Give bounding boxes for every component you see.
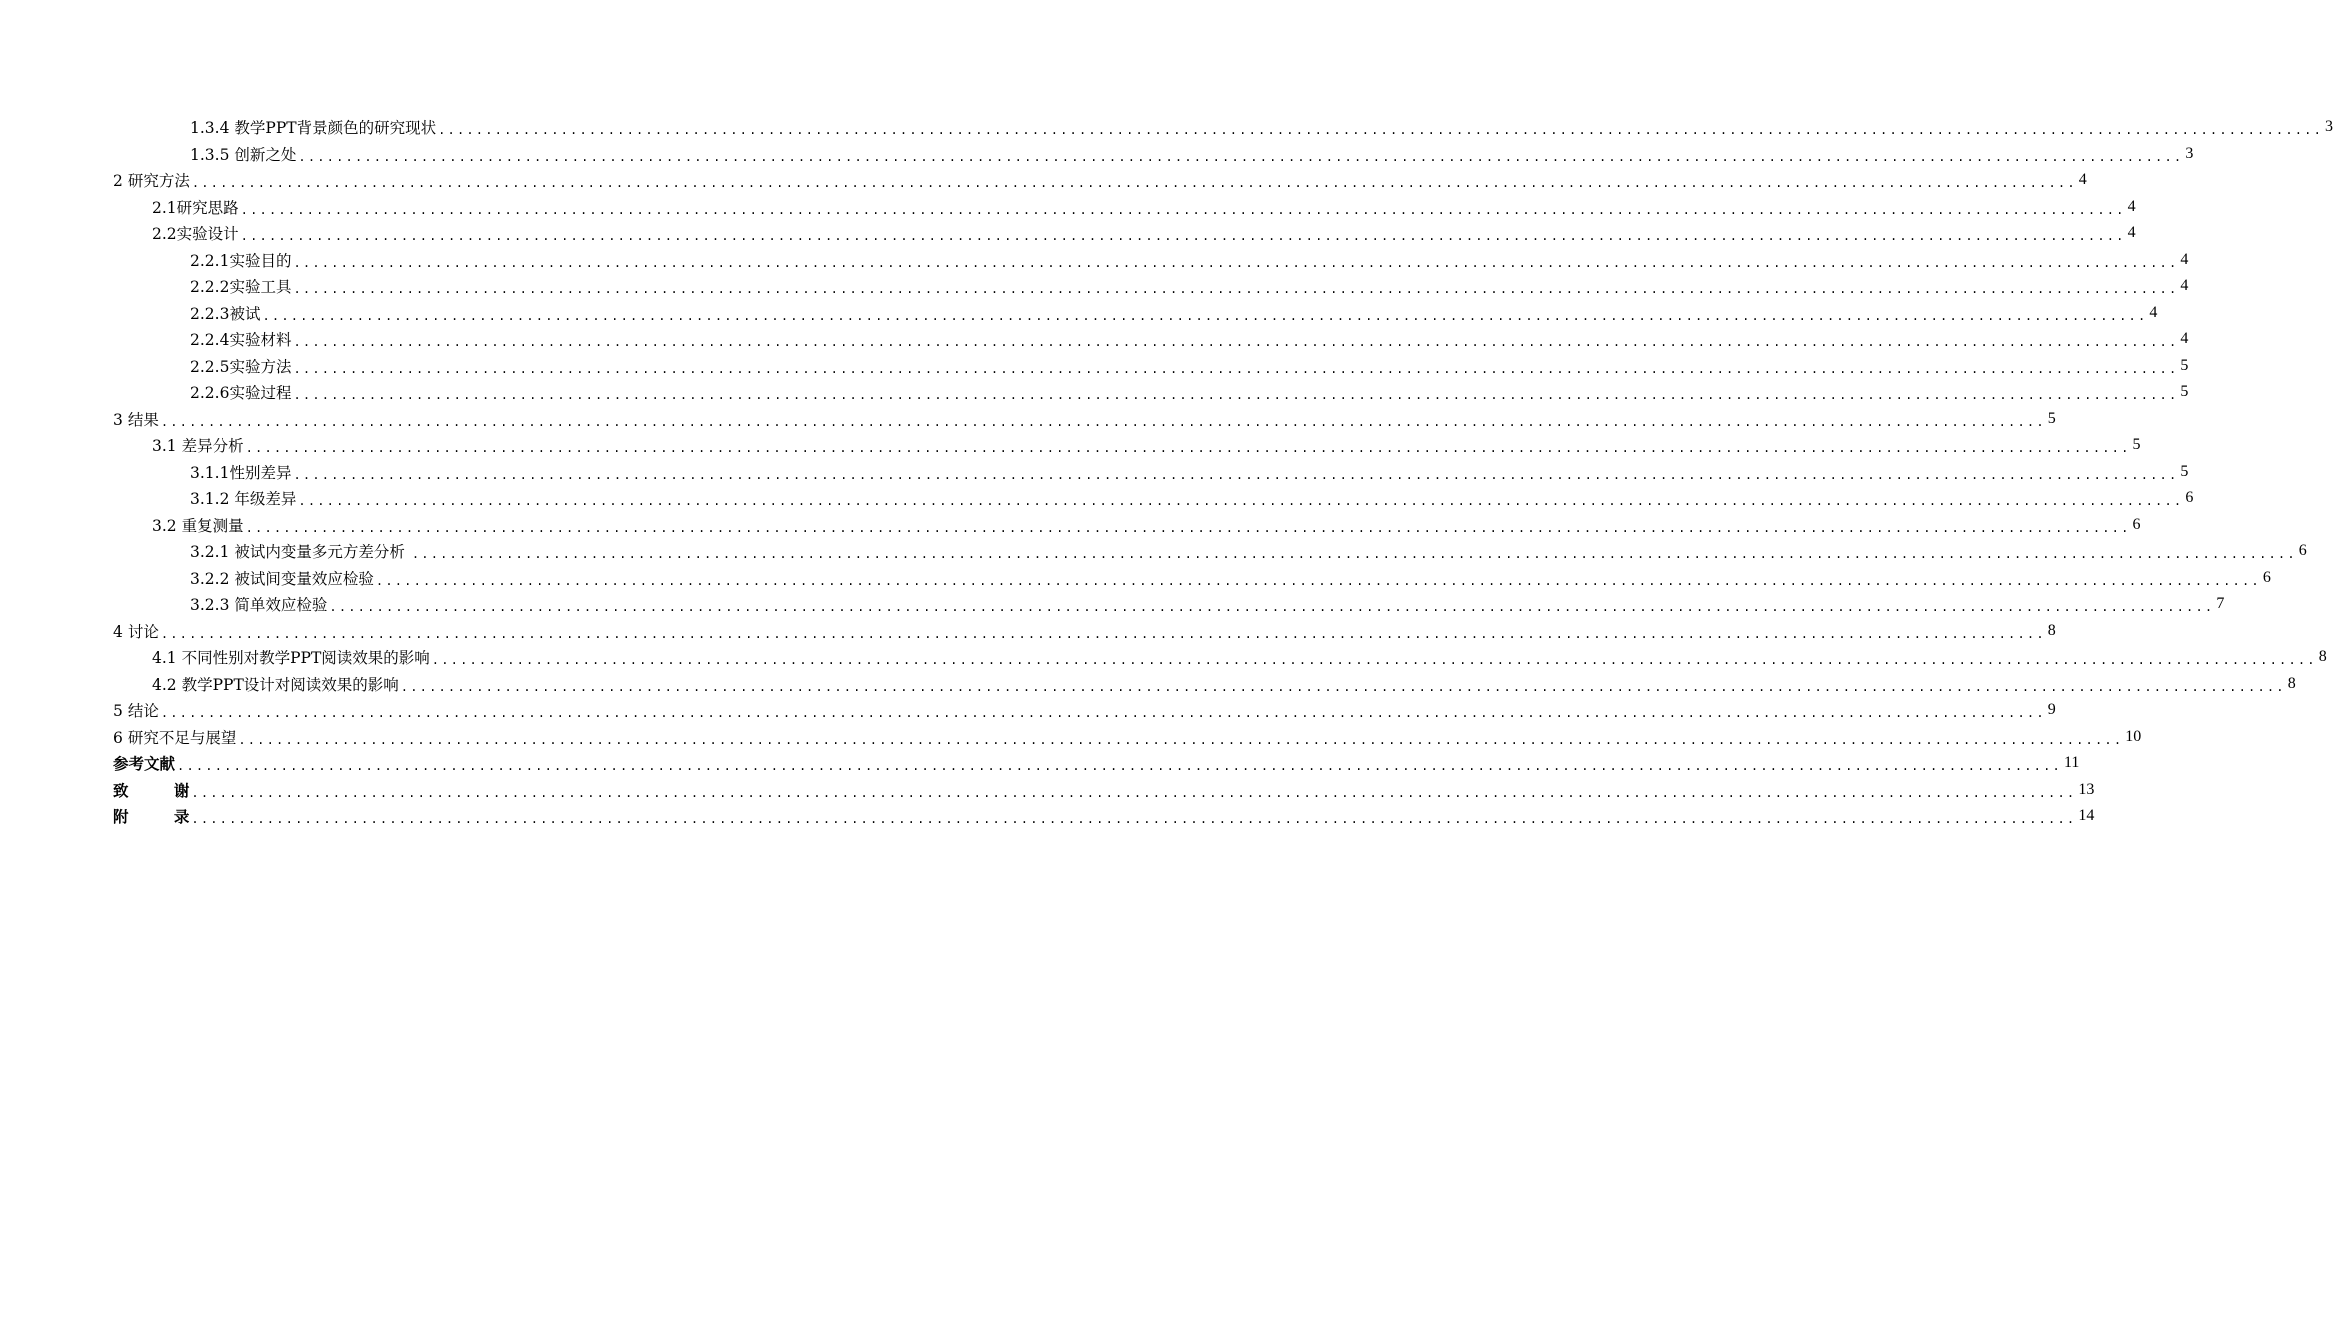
toc-page-number: 4	[2180, 250, 2189, 268]
toc-entry[interactable]	[152, 671, 2296, 697]
toc-leader: ........................................................................................................................................................................................................	[293, 255, 2179, 270]
toc-leader: ........................................................................................................................................................................................................	[411, 547, 2297, 561]
toc-entry[interactable]	[190, 591, 2225, 617]
toc-number: 3.2.3	[190, 596, 230, 614]
toc-title: 创新之处	[234, 145, 297, 164]
toc-page-number: 5	[2180, 462, 2189, 480]
toc-leader: ........................................................................................................................................................................................................	[438, 123, 2324, 137]
toc-entry[interactable]	[113, 167, 2087, 193]
toc-leader: ........................................................................................................................................................................................................	[293, 282, 2179, 296]
toc-leader: ........................................................................................................................................................................................................	[293, 388, 2179, 402]
toc-title: 参考文献	[113, 755, 176, 773]
toc-leader: ........................................................................................................................................................................................................	[400, 679, 2286, 694]
toc-number: 3.2.2	[190, 569, 230, 588]
toc-entry[interactable]	[190, 538, 2307, 564]
toc-leader: ........................................................................................................................................................................................................	[160, 626, 2046, 641]
toc-number: 5	[113, 702, 123, 720]
toc-title: 研究思路	[176, 198, 239, 217]
toc-page-number: 4	[2180, 330, 2189, 347]
toc-number: 3.1.2	[190, 490, 230, 508]
toc-entry[interactable]	[113, 618, 2056, 644]
toc-title: 研究方法	[127, 172, 190, 190]
toc-leader: ........................................................................................................................................................................................................	[160, 414, 2046, 429]
toc-page-number: 10	[2125, 727, 2142, 745]
toc-title: 实验设计	[176, 225, 239, 243]
toc-number: 2.2.1	[190, 251, 230, 270]
toc-number: 2	[113, 172, 123, 190]
toc-number: 2.2	[152, 225, 177, 243]
toc-page-number: 9	[2047, 701, 2056, 718]
toc-page-number: 14	[2078, 807, 2095, 824]
toc-number: 2.2.6	[190, 384, 230, 402]
toc-leader: ........................................................................................................................................................................................................	[298, 149, 2184, 164]
toc-entry[interactable]	[113, 777, 2095, 803]
toc-entry[interactable]	[190, 141, 2194, 167]
toc-leader: ........................................................................................................................................................................................................	[293, 361, 2179, 376]
toc-number: 4.1	[152, 649, 177, 667]
toc-number: 2.2.2	[190, 278, 230, 296]
toc-page-number: 3	[2185, 144, 2194, 162]
toc-leader: ........................................................................................................................................................................................................	[298, 494, 2184, 508]
toc-page-number: 6	[2298, 542, 2307, 559]
toc-entry[interactable]	[190, 565, 2271, 591]
toc-page-number: 4	[2078, 171, 2087, 188]
toc-number: 2.1	[152, 198, 177, 217]
toc-leader: ........................................................................................................................................................................................................	[329, 600, 2215, 614]
toc-title: 讨论	[127, 622, 159, 641]
toc-page-number: 3	[2325, 118, 2333, 135]
toc-entry[interactable]	[113, 750, 2080, 776]
toc-leader: ........................................................................................................................................................................................................	[375, 573, 2261, 588]
toc-page-number: 4	[2127, 224, 2136, 241]
toc-number: 1.3.5	[190, 145, 230, 164]
toc-entry[interactable]	[190, 273, 2189, 299]
toc-page-number: 5	[2180, 356, 2189, 374]
toc-page-number: 4	[2180, 277, 2189, 294]
toc-entry[interactable]	[152, 432, 2141, 458]
toc-title: 结果	[127, 410, 159, 429]
toc-page-number: 7	[2216, 595, 2225, 612]
toc-leader: ........................................................................................................................................................................................................	[293, 335, 2179, 349]
toc-title: 实验过程	[229, 384, 292, 402]
toc-leader: ........................................................................................................................................................................................................	[160, 706, 2046, 720]
toc-page-number: 8	[2287, 674, 2296, 692]
toc-page-number: 6	[2132, 515, 2141, 533]
toc-leader: ........................................................................................................................................................................................................	[191, 176, 2077, 190]
toc-title: 简单效应检验	[234, 596, 328, 614]
toc-title: 被试	[229, 304, 261, 323]
toc-number: 3.2	[152, 516, 177, 535]
toc-page-number: 11	[2063, 754, 2080, 771]
toc-entry[interactable]	[152, 220, 2136, 246]
toc-title: 实验方法	[229, 357, 292, 376]
toc-number: 1.3.4	[190, 119, 230, 137]
toc-entry[interactable]	[113, 724, 2142, 750]
toc-title: 年级差异	[234, 490, 297, 508]
toc-leader: ........................................................................................................................................................................................................	[240, 202, 2126, 217]
toc-entry[interactable]	[113, 406, 2056, 432]
toc-number: 3.2.1	[190, 543, 230, 561]
toc-entry[interactable]	[190, 485, 2194, 511]
toc-title: 教学PPT背景颜色的研究现状	[234, 119, 437, 137]
toc-number: 2.2.3	[190, 304, 230, 323]
toc-title: 不同性别对教学PPT阅读效果的影响	[181, 649, 430, 667]
toc-leader: ........................................................................................................................................................................................................	[262, 308, 2148, 323]
toc-title: 结论	[127, 702, 159, 720]
toc-leader: ........................................................................................................................................................................................................	[191, 785, 2077, 800]
toc-title: 差异分析	[181, 437, 244, 455]
toc-leader: ........................................................................................................................................................................................................	[245, 441, 2131, 455]
toc-leader: ........................................................................................................................................................................................................	[293, 467, 2179, 482]
toc-number: 6	[113, 728, 123, 747]
toc-entry[interactable]	[190, 326, 2189, 352]
toc-leader: ........................................................................................................................................................................................................	[238, 732, 2124, 747]
toc-page-number: 5	[2180, 383, 2189, 400]
toc-number: 4	[113, 622, 123, 641]
toc-title: 性别差异	[229, 463, 292, 482]
toc-entry[interactable]	[190, 379, 2189, 405]
toc-page-number: 6	[2185, 489, 2194, 506]
toc-number: 3.1	[152, 437, 177, 455]
toc-number: 4.2	[152, 675, 177, 694]
toc-title: 实验工具	[229, 278, 292, 296]
toc-number: 2.2.5	[190, 357, 230, 376]
toc-title: 致 谢	[113, 781, 190, 800]
toc-page-number: 5	[2047, 409, 2056, 427]
toc-title: 被试内变量多元方差分析	[234, 543, 405, 561]
toc-entry[interactable]	[113, 803, 2095, 829]
toc-title: 实验目的	[229, 251, 292, 270]
toc-page-number: 5	[2132, 436, 2141, 453]
toc-entry[interactable]	[190, 459, 2189, 485]
toc-page-number: 13	[2078, 780, 2095, 798]
toc-leader: ........................................................................................................................................................................................................	[245, 520, 2131, 535]
toc-leader: ........................................................................................................................................................................................................	[240, 229, 2126, 243]
toc-entry[interactable]	[190, 247, 2189, 273]
toc-entry[interactable]	[190, 300, 2158, 326]
toc-page-number: 8	[2318, 648, 2327, 665]
toc-title: 教学PPT设计对阅读效果的影响	[181, 675, 399, 694]
toc-entry[interactable]	[152, 644, 2327, 670]
toc-entry[interactable]	[190, 114, 2333, 140]
toc-page-number: 6	[2262, 568, 2271, 586]
toc-title: 研究不足与展望	[127, 728, 237, 747]
toc-title: 实验材料	[229, 331, 292, 349]
toc-page-number: 4	[2127, 197, 2136, 215]
toc-leader: ........................................................................................................................................................................................................	[431, 653, 2317, 667]
toc-title: 重复测量	[181, 516, 244, 535]
toc-entry[interactable]	[113, 697, 2056, 723]
toc-leader: ........................................................................................................................................................................................................	[191, 812, 2077, 826]
toc-number: 3	[113, 410, 123, 429]
toc-number: 2.2.4	[190, 331, 230, 349]
toc-leader: ........................................................................................................................................................................................................	[177, 759, 2062, 773]
toc-entry[interactable]	[152, 512, 2141, 538]
toc-page-number: 8	[2047, 621, 2056, 639]
toc-entry[interactable]	[190, 353, 2189, 379]
toc-number: 3.1.1	[190, 463, 230, 482]
toc-title: 附 录	[113, 808, 190, 826]
toc-page-number: 4	[2149, 303, 2158, 321]
toc-entry[interactable]	[152, 194, 2136, 220]
toc-title: 被试间变量效应检验	[234, 569, 374, 588]
